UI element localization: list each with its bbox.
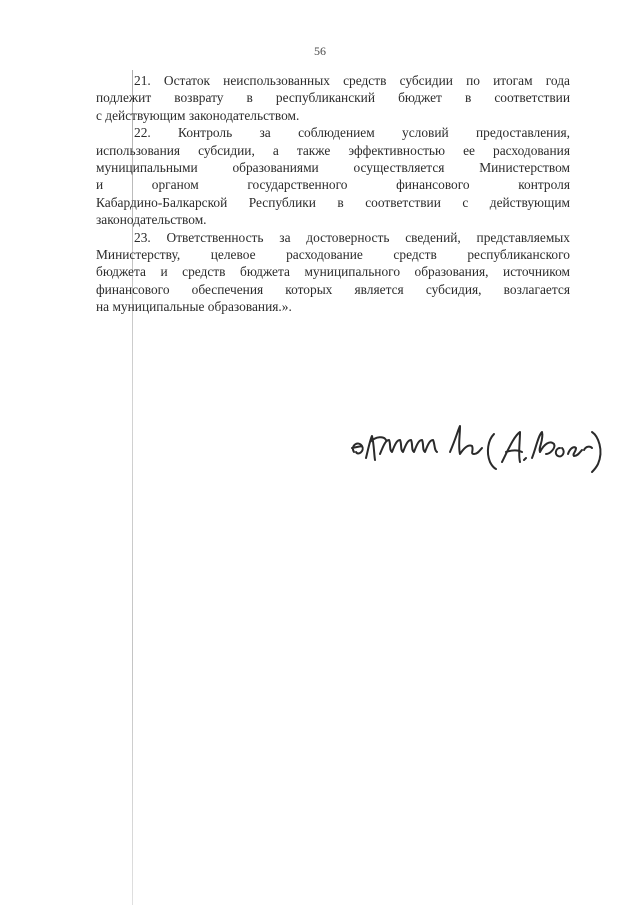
paragraph-line: законодательством.: [96, 212, 207, 228]
handwritten-signature: [346, 418, 614, 480]
paragraph-line: использования субсидии, а также эффективностью ее расходования: [96, 142, 570, 158]
page-number: 56: [314, 44, 326, 58]
paragraph-22: [96, 124, 570, 228]
paragraph-line: Кабардино-Балкарской Республики в соответствии с действующим: [96, 194, 570, 210]
paragraph-line: на муниципальные образования.».: [96, 299, 292, 315]
paragraph-line: Министерству, целевое расходование средств республиканского: [96, 247, 570, 263]
paragraph-line: 21. Остаток неиспользованных средств субсидии по итогам года: [134, 73, 570, 88]
paragraph-line: подлежит возврату в республиканский бюджет в соответствии: [96, 90, 570, 106]
paragraph-line: и органом государственного финансового контроля: [96, 177, 570, 193]
document-body: [96, 72, 570, 316]
paragraph-line: финансового обеспечения которых является субсидия, возлагается: [96, 281, 570, 297]
paragraph-line: 22. Контроль за соблюдением условий предоставления,: [134, 125, 570, 141]
paragraph-line: бюджета и средств бюджета муниципального образования, источником: [96, 264, 570, 280]
paragraph-21: [96, 72, 570, 124]
paragraph-line: 23. Ответственность за достоверность сведений, представляемых: [134, 229, 570, 245]
paragraph-line: с действующим законодательством.: [96, 107, 300, 123]
paragraph-line: муниципальными образованиями осуществляется Министерством: [96, 160, 570, 176]
paragraph-23: [96, 229, 570, 316]
